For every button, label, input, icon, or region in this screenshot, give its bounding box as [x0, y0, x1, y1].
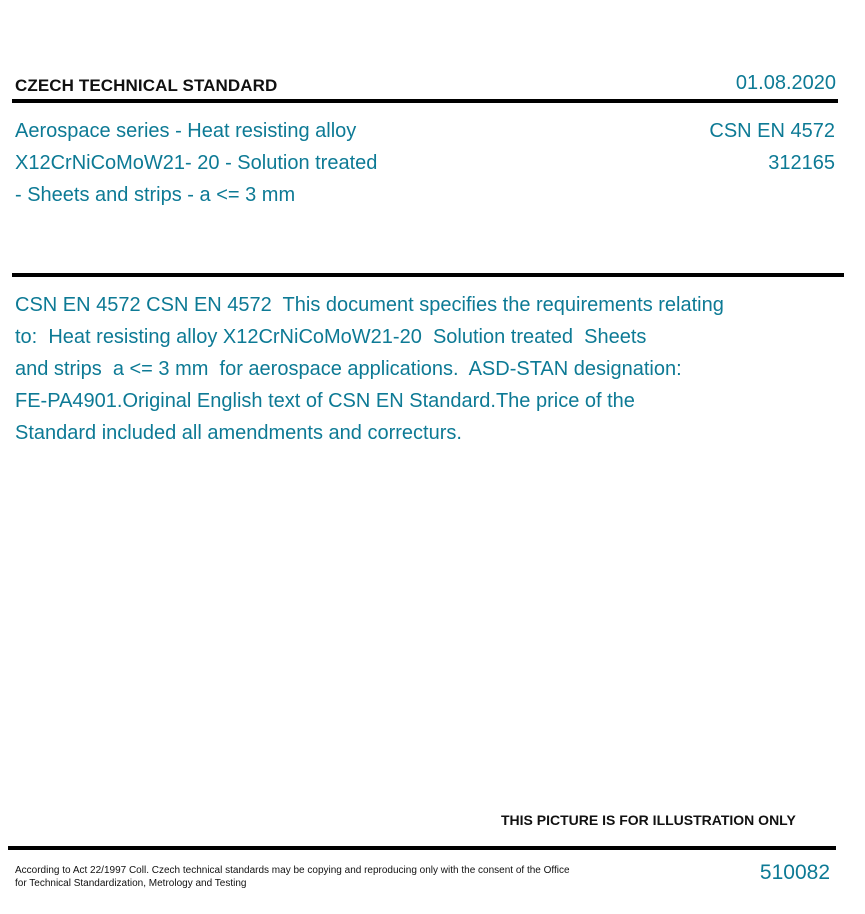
title-line: X12CrNiCoMoW21- 20 - Solution treated	[15, 152, 378, 174]
description-line: CSN EN 4572 CSN EN 4572 This document specifies the requirements relating	[15, 294, 724, 316]
title-line: Aerospace series - Heat resisting alloy	[15, 120, 357, 142]
header-label: CZECH TECHNICAL STANDARD	[15, 76, 278, 95]
standard-number: CSN EN 4572	[709, 120, 835, 142]
title-line: - Sheets and strips - a <= 3 mm	[15, 184, 296, 206]
description-line: FE-PA4901.Original English text of CSN EN Standard.The price of the	[15, 390, 635, 412]
description-line: Standard included all amendments and correcturs.	[15, 422, 462, 444]
illustration-note: THIS PICTURE IS FOR ILLUSTRATION ONLY	[501, 812, 796, 828]
legal-line: for Technical Standardization, Metrology and Testing	[15, 878, 247, 889]
description-line: and strips a <= 3 mm for aerospace applications. ASD-STAN designation:	[15, 358, 682, 380]
description-line: to: Heat resisting alloy X12CrNiCoMoW21-20 Solution treated Sheets	[15, 326, 647, 348]
standard-description	[15, 289, 805, 449]
standard-title	[15, 115, 575, 211]
legal-line: According to Act 22/1997 Coll. Czech technical standards may be copying and reproducing only with the consent of the Office	[15, 865, 570, 876]
footer-code: 510082	[759, 861, 830, 884]
section-divider	[12, 273, 844, 277]
footer-divider	[8, 846, 836, 850]
footer-legal-notice	[15, 864, 595, 890]
header-divider	[12, 99, 838, 103]
standard-code: 312165	[768, 152, 835, 174]
publication-date: 01.08.2020	[735, 72, 836, 94]
